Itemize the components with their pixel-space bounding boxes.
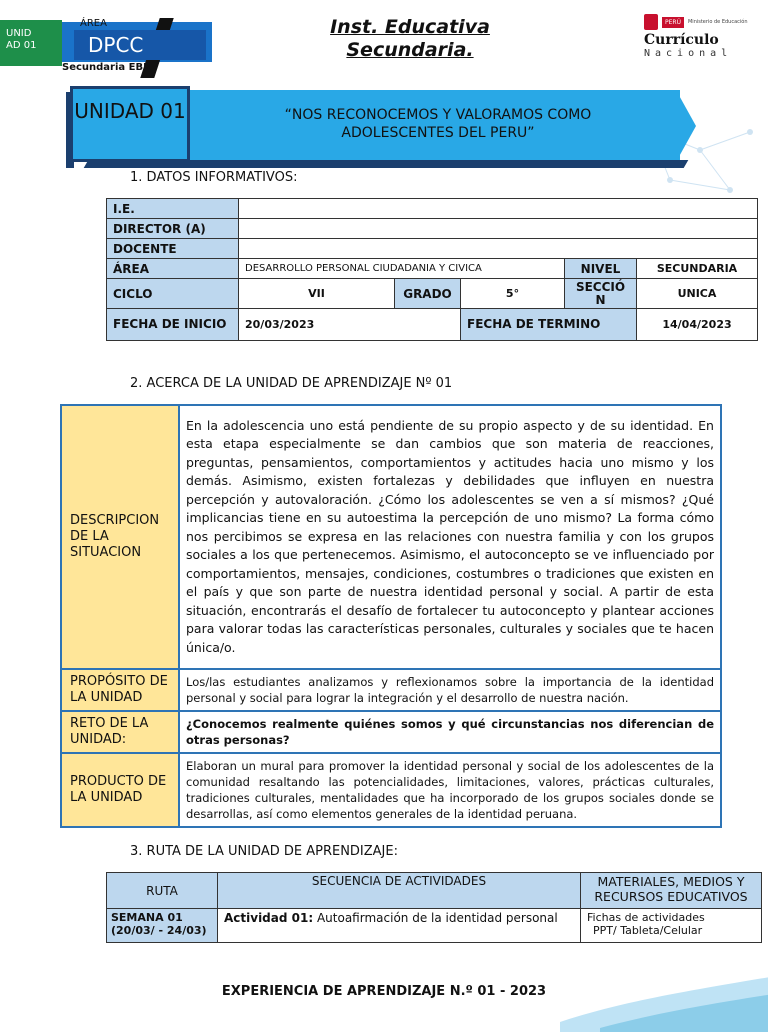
value-area: DESARROLLO PERSONAL CIUDADANIA Y CIVICA xyxy=(239,259,565,279)
unit-title: “NOS RECONOCEMOS Y VALORAMOS COMO ADOLESCENTES DEL PERU” xyxy=(284,107,592,141)
label-inicio: FECHA DE INICIO xyxy=(107,309,239,341)
school-title: Inst. Educativa Secundaria. xyxy=(330,16,490,61)
label-proposito: PROPÓSITO DE LA UNIDAD xyxy=(61,669,179,711)
logo-country: PERÚ xyxy=(662,17,684,28)
wave-decoration-icon xyxy=(560,972,768,1032)
row1-materials xyxy=(581,909,762,943)
label-grado: GRADO xyxy=(395,279,461,309)
value-grado: 5° xyxy=(461,279,565,309)
footer-text: EXPERIENCIA DE APRENDIZAJE N.º 01 - 2023 xyxy=(221,984,547,999)
label-reto: RETO DE LA UNIDAD: xyxy=(61,711,179,753)
value-inicio: 20/03/2023 xyxy=(239,309,461,341)
logo-ministry: Ministerio de Educación xyxy=(687,19,748,25)
ruta-table xyxy=(106,872,762,943)
label-descripcion: DESCRIPCION DE LA SITUACION xyxy=(61,405,179,669)
label-termino: FECHA DE TERMINO xyxy=(461,309,637,341)
row1-dates: (20/03/ - 24/03) xyxy=(111,924,207,937)
value-ciclo: VII xyxy=(239,279,395,309)
unit-label: UNIDAD 01 xyxy=(70,86,190,162)
producto-text: Elaboran un mural para promover la identidad personal y social de los adolescentes de la comunidad resaltando las potencialidades, limitaciones, valores, prácticas culturales, tradiciones culturales, mentalidades que ha incorporado de los grupos sociales donde se desarrollas, así como elementos generales de la identidad peruana. xyxy=(179,753,721,827)
label-ie: I.E. xyxy=(107,199,239,219)
section1-heading: 1. DATOS INFORMATIVOS: xyxy=(130,170,298,185)
value-seccion: UNICA xyxy=(637,279,758,309)
value-ie xyxy=(239,199,758,219)
label-seccion: SECCIÓ N xyxy=(565,279,637,309)
row1-week: SEMANA 01 xyxy=(111,911,183,924)
value-nivel: SECUNDARIA xyxy=(637,259,758,279)
logo-line1: Currículo xyxy=(644,32,719,48)
row1-activity xyxy=(218,909,581,943)
unit-tag: UNID AD 01 xyxy=(0,20,62,66)
label-director: DIRECTOR (A) xyxy=(107,219,239,239)
shield-icon xyxy=(644,14,658,30)
row1-mat1: Fichas de actividades xyxy=(587,911,705,924)
row1-mat2: PPT/ Tableta/Celular xyxy=(593,924,703,937)
label-ciclo: CICLO xyxy=(107,279,239,309)
row1-activity-label: Actividad 01: xyxy=(224,911,314,925)
label-nivel: NIVEL xyxy=(565,259,637,279)
acerca-unidad-table xyxy=(60,404,722,828)
row1-activity-text: Autoafirmación de la identidad personal xyxy=(316,911,558,925)
curriculo-logo xyxy=(644,14,748,59)
descripcion-text: En la adolescencia uno está pendiente de su propio aspecto y de su identidad. En esta etapa especialmente se dan cambios que son materia de reacciones, preguntas, pensamientos, comportamientos y actitudes hacia uno mismo y los demás. Asimismo, existen fortalezas y debilidades que influyen en nuestra percepción y autovaloración. ¿Cómo los adolescentes se ven a sí mismos? ¿Qué implicancias tiene en su autoestima la percepción de uno mismo? La forma cómo nos percibimos se expresa en las relaciones con nuestra familia y con los grupos sociales a los que pertenecemos. Asimismo, el autoconcepto se ve influenciado por comportamientos, mensajes, condiciones, costumbres o tradiciones que existen en el país y que son parte de nuestra identidad personal y social. A partir de esta situación, encontrarás el desafío de fortalecer tu autoconcepto y plantear acciones para valorar todas las características personales, culturales y sociales que te hacen única/o. xyxy=(179,405,721,669)
col-ruta: RUTA xyxy=(107,873,218,909)
datos-informativos-table xyxy=(106,198,758,341)
col-materiales: MATERIALES, MEDIOS Y RECURSOS EDUCATIVOS xyxy=(581,873,762,909)
section2-heading: 2. ACERCA DE LA UNIDAD DE APRENDIZAJE Nº 01 xyxy=(130,376,453,391)
value-termino: 14/04/2023 xyxy=(637,309,758,341)
area-label: ÁREA xyxy=(80,18,107,29)
row1-ruta xyxy=(107,909,218,943)
banner-tip xyxy=(676,90,696,162)
col-secuencia: SECUENCIA DE ACTIVIDADES xyxy=(218,873,581,909)
label-producto: PRODUCTO DE LA UNIDAD xyxy=(61,753,179,827)
label-area: ÁREA xyxy=(107,259,239,279)
value-director xyxy=(239,219,758,239)
reto-text: ¿Conocemos realmente quiénes somos y qué circunstancias nos diferencian de otras personas? xyxy=(179,711,721,753)
proposito-text: Los/las estudiantes analizamos y reflexionamos sobre la importancia de la identidad personal y social para lograr la integración y el desarrollo de nuestra nación. xyxy=(179,669,721,711)
area-code: DPCC xyxy=(74,30,206,60)
value-docente xyxy=(239,239,758,259)
label-docente: DOCENTE xyxy=(107,239,239,259)
logo-line2: Nacional xyxy=(644,48,733,59)
section3-heading: 3. RUTA DE LA UNIDAD DE APRENDIZAJE: xyxy=(130,844,398,859)
level-label: Secundaria EBR xyxy=(62,62,151,73)
